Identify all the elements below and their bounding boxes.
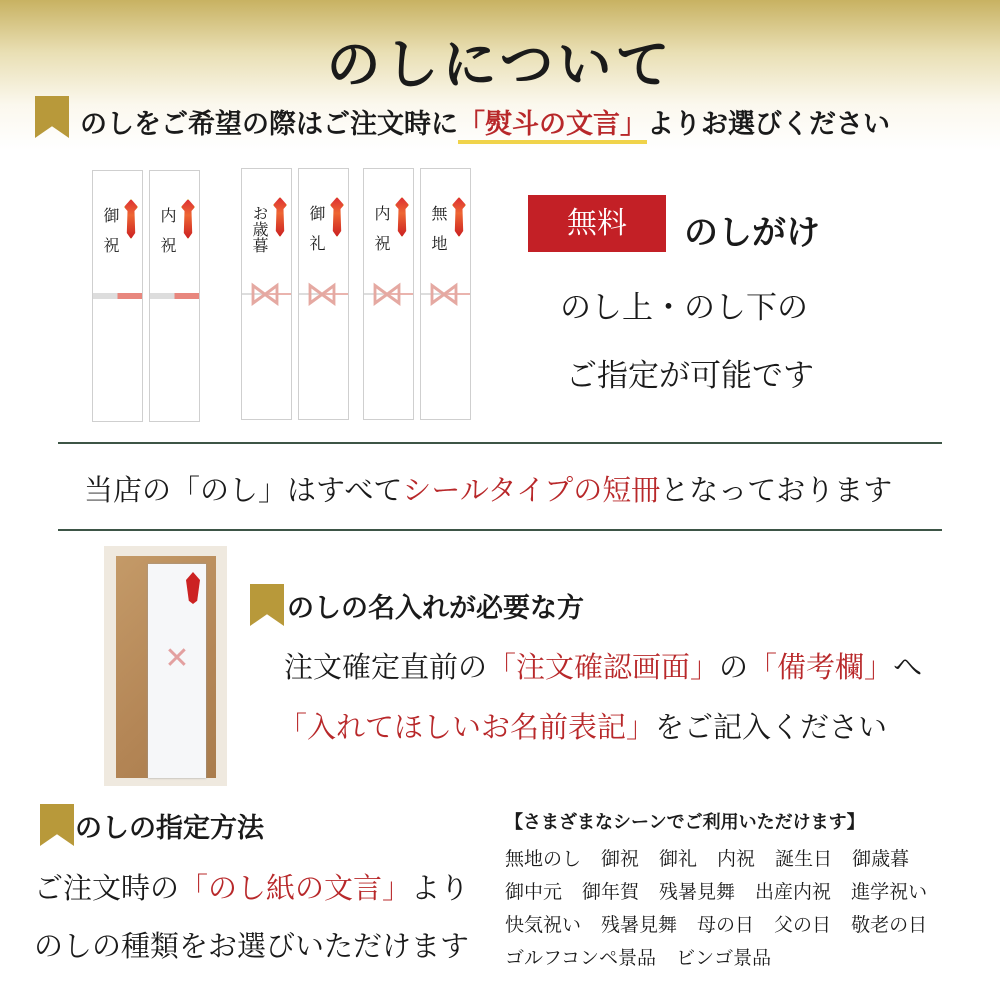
noshi-strip: [420, 168, 471, 420]
method-line-1: [34, 866, 469, 907]
divider: [58, 529, 942, 531]
position-line-1: のし上・のし下の: [560, 290, 808, 326]
scene-item: 内祝: [717, 848, 756, 870]
scenes-row: [505, 877, 947, 904]
noshi-ornament-icon: [124, 199, 138, 239]
intro-post: よりお選びください: [647, 109, 890, 140]
scene-item: 敬老の日: [851, 914, 928, 936]
sticker-pre: 当店の「のし」はすべて: [84, 473, 403, 507]
scene-item: 出産内祝: [755, 881, 832, 903]
scene-item: 残暑見舞: [659, 881, 736, 903]
noshi-strip: [241, 168, 292, 420]
scene-item: ビンゴ景品: [676, 947, 772, 969]
name-line-2: [278, 705, 887, 746]
bow-icon: ⋈: [305, 274, 339, 314]
t: へ: [893, 650, 923, 684]
intro-pre: のしをご希望の際はご注文時に: [80, 109, 458, 140]
t: より: [411, 871, 470, 905]
t: をご記入ください: [655, 710, 888, 744]
scene-item: 御祝: [601, 848, 640, 870]
ribbon-marker-icon: [40, 804, 74, 846]
t: 「入れてほしいお名前表記」: [278, 710, 656, 744]
noshi-text: 無地: [429, 205, 448, 265]
scenes-row: [505, 943, 791, 970]
sticker-highlight: シールタイプの短冊: [402, 473, 661, 507]
noshi-text: 御礼: [307, 205, 326, 265]
noshi-strip: [92, 170, 143, 422]
scene-item: 御歳暮: [852, 848, 910, 870]
intro-text: [80, 102, 890, 141]
noshi-ornament-icon: [181, 199, 195, 239]
scene-item: 御年賀: [582, 881, 640, 903]
noshi-strip: [149, 170, 200, 422]
scenes-heading: 【さまざまなシーンでご利用いただけます】: [505, 812, 865, 833]
position-line-2: ご指定が可能です: [566, 358, 814, 394]
name-line-1: [284, 645, 922, 686]
sticker-text: [84, 468, 892, 509]
scene-item: 無地のし: [505, 848, 582, 870]
scene-item: 誕生日: [775, 848, 833, 870]
mizuhiki-icon: [93, 293, 142, 299]
noshi-ornament-icon: [395, 197, 409, 237]
bow-icon: ⋈: [248, 274, 282, 314]
noshi-text: 内祝: [372, 205, 391, 265]
bow-icon: ⋈: [427, 274, 461, 314]
scene-item: 進学祝い: [851, 881, 928, 903]
t: ご注文時の: [34, 871, 180, 905]
noshi-strip: [298, 168, 349, 420]
t: 「備考欄」: [748, 650, 894, 684]
ribbon-marker-icon: [250, 584, 284, 626]
noshi-strip: [363, 168, 414, 420]
bow-icon: ⋈: [370, 274, 404, 314]
sticker-post: となっております: [660, 473, 893, 507]
noshigake-label: のしがけ: [684, 213, 820, 253]
t: の: [719, 650, 749, 684]
scene-item: ゴルフコンペ景品: [505, 947, 657, 969]
scene-item: 御中元: [505, 881, 563, 903]
page-title: のしについて: [326, 32, 674, 96]
divider: [58, 442, 942, 444]
scene-item: 御礼: [659, 848, 698, 870]
scene-item: 快気祝い: [505, 914, 582, 936]
noshi-ornament-icon: [452, 197, 466, 237]
noshi-text: お歳暮: [250, 205, 269, 253]
t: 「注文確認画面」: [487, 650, 720, 684]
noshi-ornament-icon: [330, 197, 344, 237]
noshi-text: 内祝: [158, 207, 177, 267]
scene-item: 母の日: [697, 914, 755, 936]
noshi-photo: ✕: [104, 546, 227, 786]
method-heading: のしの指定方法: [75, 813, 264, 844]
scene-item: 父の日: [774, 914, 832, 936]
scenes-row: [505, 844, 929, 871]
mizuhiki-icon: [150, 293, 199, 299]
intro-highlight: 「熨斗の文言」: [458, 109, 647, 144]
name-heading: のしの名入れが必要な方: [287, 593, 584, 624]
scenes-row: [505, 910, 947, 937]
noshi-ornament-icon: [273, 197, 287, 237]
t: 「のし紙の文言」: [179, 871, 412, 905]
free-badge: 無料: [528, 195, 666, 252]
method-line-2: のしの種類をお選びいただけます: [34, 929, 470, 963]
t: 注文確定直前の: [284, 650, 488, 684]
noshi-text: 御祝: [101, 207, 120, 267]
scene-item: 残暑見舞: [601, 914, 678, 936]
